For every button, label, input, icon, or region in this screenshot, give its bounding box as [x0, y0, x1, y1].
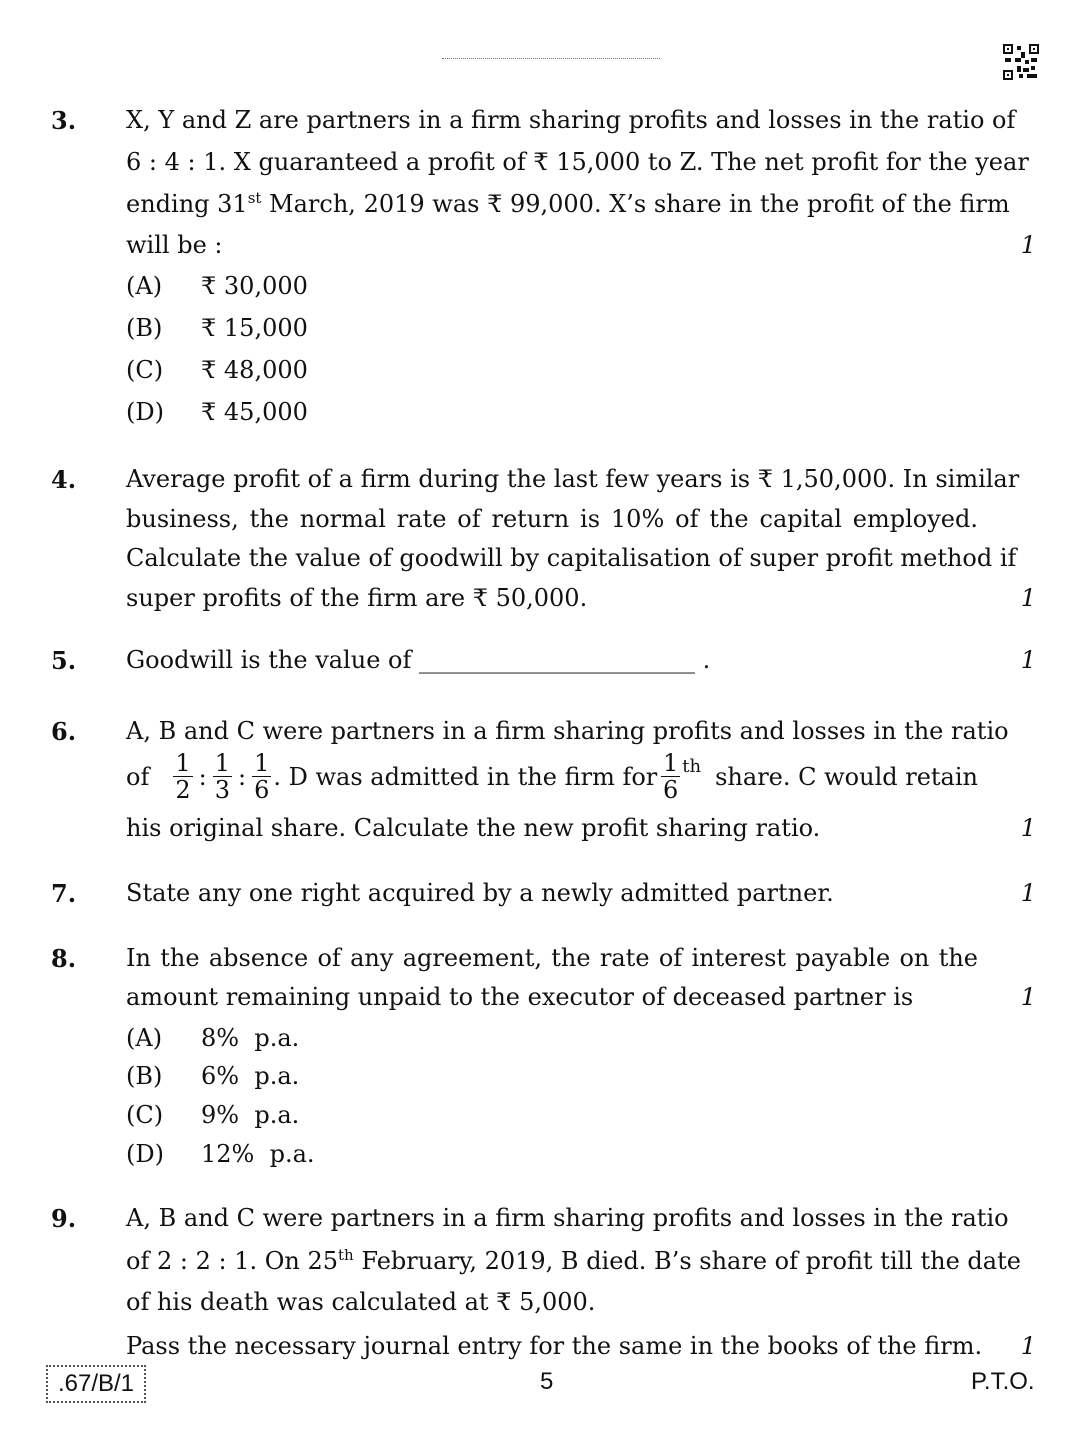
paper-code: .67/B/1 [46, 1365, 146, 1403]
question-text: amount remaining unpaid to the executor of deceased partner is [126, 983, 914, 1011]
question-text: ending 31st March, 2019 was ₹ 99,000. X’s share in the profit of the firm [126, 189, 1010, 218]
answer-blank[interactable]: _______________________ [419, 646, 695, 674]
option-label: (A) [126, 1024, 163, 1052]
option-text: ₹ 30,000 [201, 272, 308, 300]
question-text: A, B and C were partners in a firm sharing profits and losses in the ratio [126, 1204, 1009, 1232]
option-text: 8% p.a. [201, 1024, 300, 1052]
question-text: State any one right acquired by a newly admitted partner. [126, 879, 834, 907]
option-label: (C) [126, 1101, 164, 1129]
marks: 1 [1020, 584, 1036, 612]
question-text: In the absence of any agreement, the rate of interest payable on the [126, 944, 978, 972]
question-text: business, the normal rate of return is 10% of the capital employed. [126, 505, 978, 533]
option-text: 6% p.a. [201, 1062, 300, 1090]
marks: 1 [1020, 814, 1036, 842]
option-text: ₹ 48,000 [201, 356, 308, 384]
option-label: (C) [126, 356, 164, 384]
marks: 1 [1020, 1332, 1036, 1360]
question-number: 6. [51, 717, 77, 746]
question-number: 8. [51, 944, 77, 973]
fraction: $\frac{1}{2}$ [175, 749, 191, 804]
marks: 1 [1020, 646, 1036, 674]
question-number: 3. [51, 106, 77, 135]
microprint-line [442, 58, 660, 63]
option-label: (B) [126, 314, 163, 342]
marks: 1 [1020, 879, 1036, 907]
marks: 1 [1020, 231, 1036, 259]
question-text: of $\frac{1}{2}$ : $\frac{1}{3}$ : $\frac{1}{6}$ . D was admitted in the firm for $\frac{1}{6}$ th share. C would retain [126, 749, 978, 804]
question-text: X, Y and Z are partners in a firm sharing profits and losses in the ratio of [126, 106, 1016, 134]
marks: 1 [1020, 983, 1036, 1011]
option-text: ₹ 45,000 [201, 398, 308, 426]
fraction: $\frac{1}{6}$ [254, 749, 270, 804]
question-text: Pass the necessary journal entry for the same in the books of the firm. [126, 1332, 983, 1360]
question-text: his original share. Calculate the new profit sharing ratio. [126, 814, 821, 842]
option-label: (D) [126, 1140, 164, 1168]
option-text: ₹ 15,000 [201, 314, 308, 342]
question-text: of 2 : 2 : 1. On 25th February, 2019, B died. B’s share of profit till the date [126, 1246, 1021, 1275]
qr-code-icon [1003, 44, 1039, 80]
question-text: Goodwill is the value of _______________________ . [126, 646, 711, 674]
question-text: Calculate the value of goodwill by capitalisation of super profit method if [126, 544, 1017, 572]
question-number: 4. [51, 465, 77, 494]
question-text: super profits of the firm are ₹ 50,000. [126, 584, 588, 612]
option-text: 12% p.a. [201, 1140, 315, 1168]
question-text: 6 : 4 : 1. X guaranteed a profit of ₹ 15,000 to Z. The net profit for the year [126, 148, 1029, 176]
question-number: 5. [51, 646, 77, 675]
option-label: (A) [126, 272, 163, 300]
option-text: 9% p.a. [201, 1101, 300, 1129]
fraction: $\frac{1}{6}$ [663, 749, 679, 804]
option-label: (D) [126, 398, 164, 426]
page-number: 5 [540, 1368, 554, 1395]
question-number: 7. [51, 879, 77, 908]
fraction: $\frac{1}{3}$ [214, 749, 230, 804]
question-text: A, B and C were partners in a firm sharing profits and losses in the ratio [126, 717, 1009, 745]
question-number: 9. [51, 1204, 77, 1233]
question-text: Average profit of a firm during the last few years is ₹ 1,50,000. In similar [126, 465, 1020, 493]
question-text: of his death was calculated at ₹ 5,000. [126, 1288, 596, 1316]
option-label: (B) [126, 1062, 163, 1090]
pto-label: P.T.O. [971, 1368, 1035, 1395]
question-text: will be : [126, 231, 223, 259]
